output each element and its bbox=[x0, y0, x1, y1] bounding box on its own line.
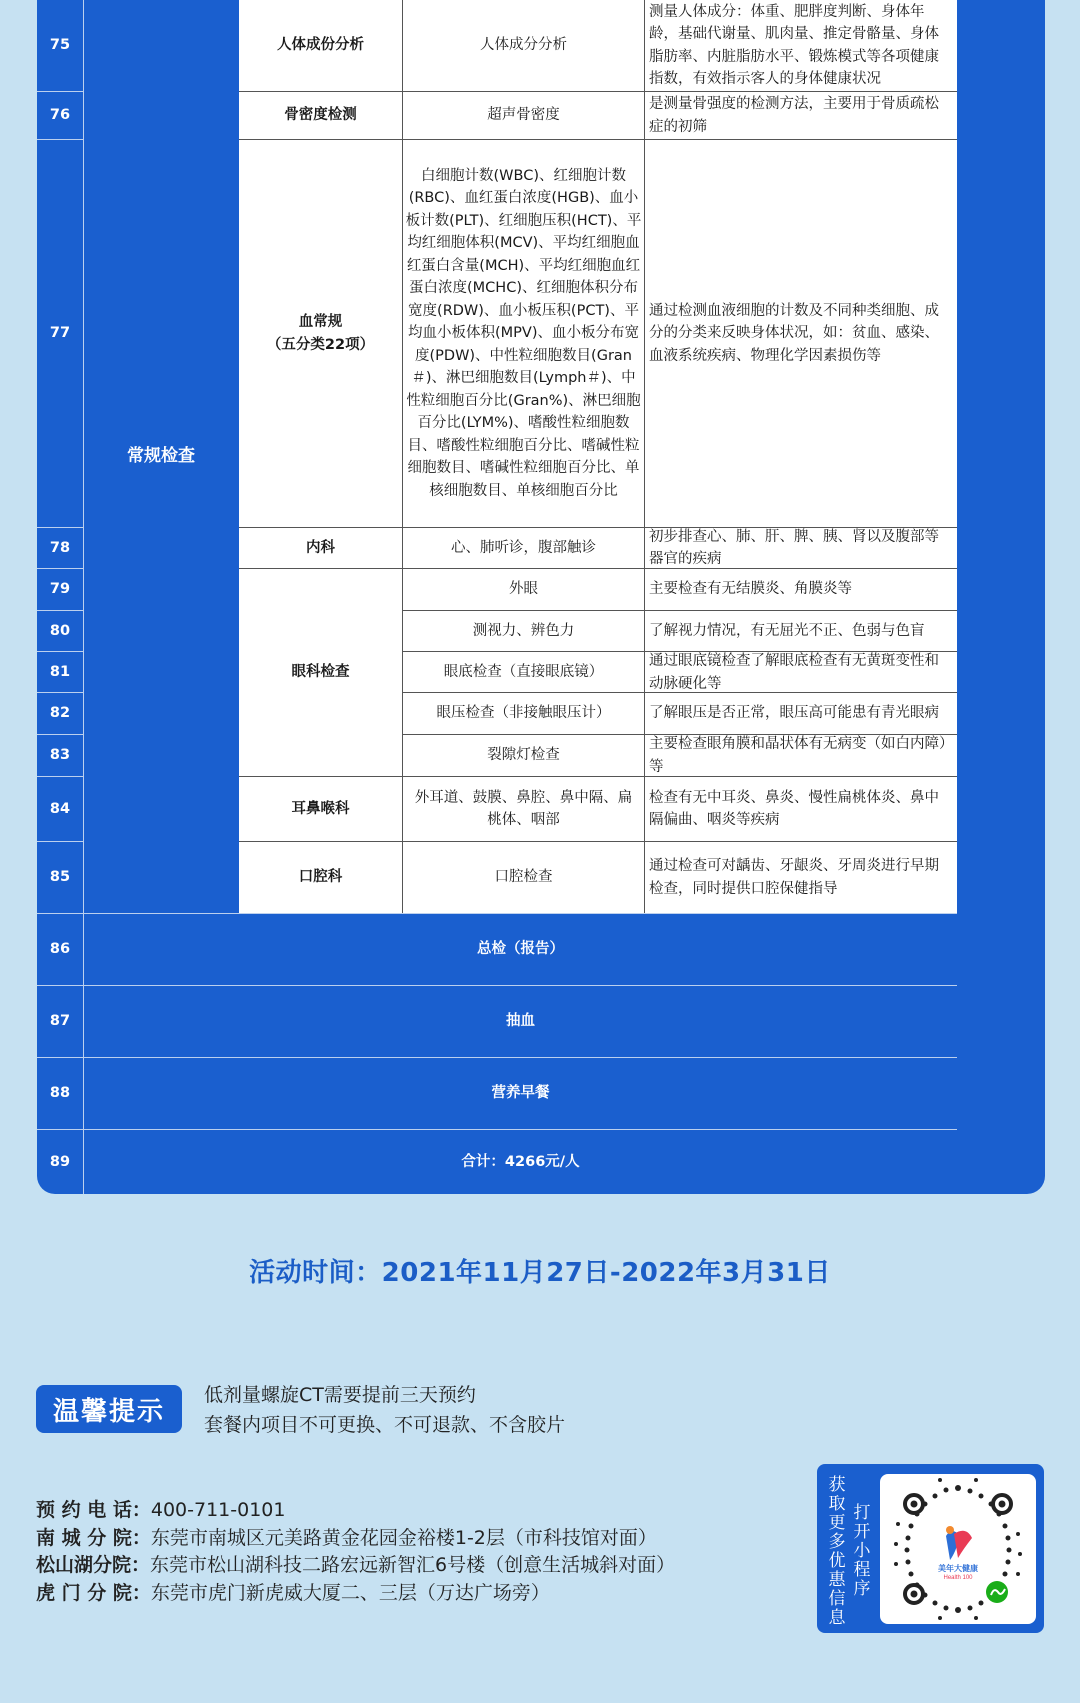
item-name: 眼科检查 bbox=[291, 664, 350, 681]
content-cell: 眼底检查（直接眼底镜） bbox=[443, 664, 604, 681]
grid-line bbox=[37, 139, 83, 140]
grid-line bbox=[37, 1057, 957, 1058]
activity-time: 活动时间：2021年11月27日-2022年3月31日 bbox=[249, 1258, 831, 1288]
content-cell: 心、肺听诊，腹部触诊 bbox=[451, 539, 596, 556]
row-no: 86 bbox=[49, 941, 71, 958]
contact-row bbox=[36, 1580, 675, 1608]
row-no: 81 bbox=[49, 664, 71, 681]
grid-line bbox=[403, 651, 957, 652]
grid-line bbox=[37, 841, 83, 842]
desc-cell: 测量人体成分：体重、肥胖度判断、身体年龄，基础代谢量、肌肉量、推定骨骼量、身体脂肪率、内脏脂肪水平、锻炼模式等各项健康指数，有效指示客人的身体健康状况 bbox=[649, 3, 939, 87]
desc-cell: 是测量骨强度的检测方法，主要用于骨质疏松症的初筛 bbox=[649, 96, 939, 135]
item-name: 耳鼻喉科 bbox=[291, 800, 350, 817]
content-cell: 口腔检查 bbox=[494, 869, 553, 886]
grid-line bbox=[37, 568, 83, 569]
mini-program-qr-card[interactable] bbox=[817, 1464, 1044, 1633]
contact-row bbox=[36, 1552, 675, 1580]
item-name: 口腔科 bbox=[298, 869, 343, 886]
content-cell: 人体成分分析 bbox=[480, 37, 567, 54]
grid-line bbox=[239, 139, 957, 140]
row-no: 85 bbox=[49, 869, 71, 886]
row-no: 80 bbox=[49, 623, 71, 640]
contact-value: 东莞市南城区元美路黄金花园金裕楼1-2层（市科技馆对面） bbox=[150, 1526, 657, 1549]
grid-line bbox=[37, 610, 83, 611]
content-cell: 外眼 bbox=[509, 581, 538, 598]
grid-line bbox=[37, 527, 83, 528]
content-cell: 测视力、辨色力 bbox=[472, 623, 575, 640]
desc-cell: 初步排查心、肺、肝、脾、胰、肾以及腹部等器官的疾病 bbox=[649, 528, 939, 567]
qr-caption-2: 打开小程序 bbox=[853, 1503, 871, 1599]
grid-line bbox=[37, 91, 83, 92]
contact-value: 东莞市虎门新虎威大厦二、三层（万达广场旁） bbox=[150, 1581, 550, 1604]
desc-cell: 检查有无中耳炎、鼻炎、慢性扁桃体炎、鼻中隔偏曲、咽炎等疾病 bbox=[649, 789, 939, 828]
grid-line bbox=[37, 1129, 957, 1130]
grid-line bbox=[239, 776, 957, 777]
desc-cell: 通过检查可对龋齿、牙龈炎、牙周炎进行早期检查，同时提供口腔保健指导 bbox=[649, 858, 939, 897]
contact-info bbox=[36, 1497, 675, 1607]
qr-caption-1: 获取更多优惠信息 bbox=[828, 1475, 846, 1628]
grid-line bbox=[37, 985, 957, 986]
grid-line bbox=[403, 692, 957, 693]
qr-logo-text: 美年大健康 bbox=[938, 1564, 978, 1573]
item-name: 人体成份分析 bbox=[277, 37, 364, 54]
grid-line bbox=[37, 651, 83, 652]
contact-label: 南 城 分 院： bbox=[36, 1526, 151, 1549]
content-cell: 裂隙灯检查 bbox=[487, 747, 560, 764]
row-no: 84 bbox=[49, 800, 71, 817]
grid-line bbox=[37, 913, 957, 914]
contact-value: 400-711-0101 bbox=[150, 1499, 286, 1521]
grid-line bbox=[37, 692, 83, 693]
desc-cell: 通过检测血液细胞的计数及不同种类细胞、成分的分类来反映身体状况，如：贫血、感染、血液系统疾病、物理化学因素损伤等 bbox=[649, 302, 939, 364]
desc-cell: 通过眼底镜检查了解眼底检查有无黄斑变性和动脉硬化等 bbox=[649, 653, 939, 692]
qr-code[interactable] bbox=[880, 1474, 1036, 1624]
qr-logo-sub: Health 100 bbox=[943, 1575, 973, 1581]
qr-code-icon bbox=[880, 1474, 1036, 1624]
contact-label: 虎 门 分 院： bbox=[36, 1581, 151, 1604]
content-cell: 眼压检查（非接触眼压计） bbox=[436, 705, 611, 722]
grid-line bbox=[402, 0, 403, 913]
summary-row: 合计：4266元/人 bbox=[461, 1153, 580, 1170]
contact-row bbox=[36, 1525, 675, 1553]
tips-badge: 温馨提示 bbox=[36, 1385, 182, 1433]
tip-line: 套餐内项目不可更换、不可退款、不含胶片 bbox=[204, 1414, 566, 1436]
row-no: 79 bbox=[49, 581, 71, 598]
grid-line bbox=[644, 0, 645, 913]
grid-line bbox=[239, 91, 957, 92]
exam-table bbox=[37, 0, 1045, 1194]
grid-line bbox=[239, 527, 957, 528]
contact-row bbox=[36, 1497, 675, 1525]
contact-label: 松山湖分院： bbox=[36, 1554, 151, 1576]
grid-line bbox=[37, 776, 83, 777]
grid-line bbox=[239, 568, 957, 569]
row-no: 75 bbox=[49, 37, 71, 54]
content-cell: 超声骨密度 bbox=[487, 107, 560, 124]
row-no: 87 bbox=[49, 1013, 71, 1030]
item-name bbox=[239, 140, 402, 527]
grid-line bbox=[83, 0, 84, 1194]
grid-line bbox=[37, 734, 83, 735]
grid-line bbox=[403, 610, 957, 611]
row-no: 89 bbox=[49, 1153, 71, 1170]
row-no: 82 bbox=[49, 705, 71, 722]
content-cell: 白细胞计数(WBC)、红细胞计数(RBC)、血红蛋白浓度(HGB)、血小板计数(PLT)、红细胞压积(HCT)、平均红细胞体积(MCV)、平均红细胞血红蛋白含量(MCH)、平均红细胞血红蛋白浓度(MCHC)、红细胞体积分布宽度(RDW)、血小板压积(PCT)、平均血小板体积(MPV)、血小板分布宽度(PDW)、中性粒细胞数目(Gran＃)、淋巴细胞数目(Lymph＃)、中性粒细胞百分比(Gran%)、淋巴细胞百分比(LYM%)、嗜酸性粒细胞数目、嗜酸性粒细胞百分比、嗜碱性粒细胞数目、嗜碱性粒细胞百分比、单核细胞数目、单核细胞百分比 bbox=[405, 167, 642, 499]
desc-cell: 主要检查有无结膜炎、角膜炎等 bbox=[649, 581, 852, 598]
row-no: 88 bbox=[49, 1085, 71, 1102]
summary-row: 营养早餐 bbox=[491, 1085, 550, 1102]
content-cell: 外耳道、鼓膜、鼻腔、鼻中隔、扁桃体、咽部 bbox=[414, 789, 633, 828]
category-label: 常规检查 bbox=[127, 446, 195, 467]
row-no: 83 bbox=[49, 747, 71, 764]
contact-value: 东莞市松山湖科技二路宏远新智汇6号楼（创意生活城斜对面） bbox=[150, 1554, 676, 1576]
tip-line: 低剂量螺旋CT需要提前三天预约 bbox=[204, 1384, 476, 1406]
desc-cell: 了解视力情况，有无屈光不正、色弱与色盲 bbox=[649, 623, 925, 640]
contact-label: 预 约 电 话： bbox=[36, 1499, 151, 1521]
grid-line bbox=[403, 734, 957, 735]
item-name-sub: （五分类22项） bbox=[266, 336, 375, 353]
row-no: 78 bbox=[49, 539, 71, 556]
item-name-main: 血常规 bbox=[298, 314, 343, 330]
tips-text bbox=[204, 1380, 565, 1440]
summary-row: 总检（报告） bbox=[477, 941, 564, 958]
row-no: 76 bbox=[49, 107, 71, 124]
desc-cell: 了解眼压是否正常，眼压高可能患有青光眼病 bbox=[649, 705, 939, 722]
desc-cell: 主要检查眼角膜和晶状体有无病变（如白内障）等 bbox=[649, 736, 947, 775]
item-name: 骨密度检测 bbox=[284, 107, 357, 124]
row-no: 77 bbox=[49, 325, 71, 342]
summary-row: 抽血 bbox=[506, 1013, 535, 1030]
item-name: 内科 bbox=[306, 539, 335, 556]
grid-line bbox=[239, 841, 957, 842]
